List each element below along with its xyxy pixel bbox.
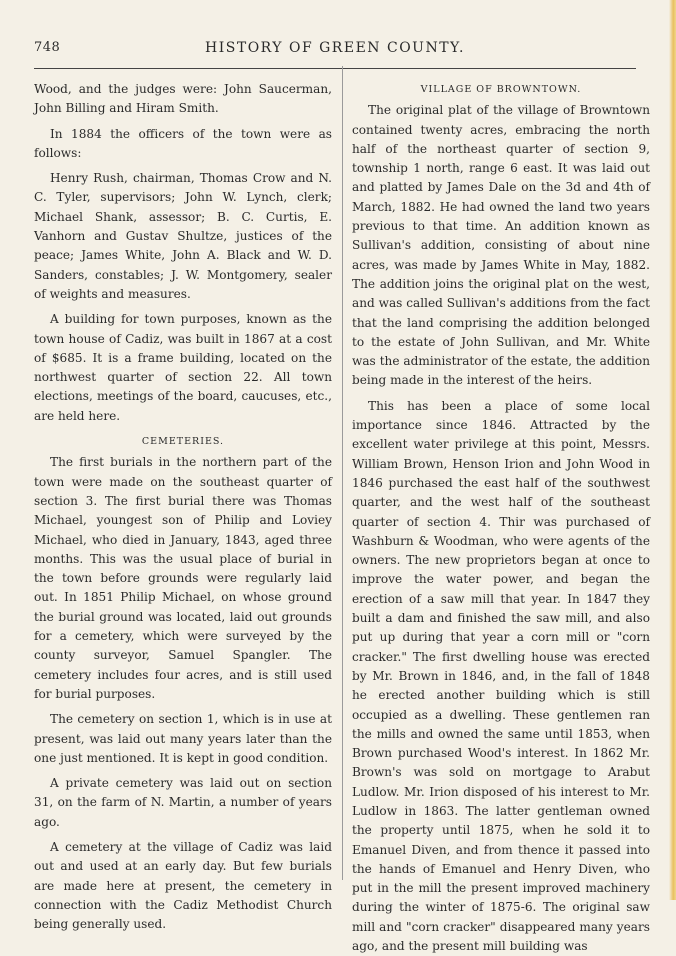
column-divider	[342, 66, 343, 880]
page-edge	[669, 0, 676, 900]
header-rule	[34, 68, 636, 69]
paragraph: The original plat of the village of Browntown contained twenty acres, embracing the north half of the northeast quarter of section 9, township 1 north, range 6 east. It was laid out and platted by James Dale on the 3d and 4th of March, 1882. He had owned the land two years previous to that time. An addition known as Sullivan's addition, consisting of about nine acres, was made by James White in May, 1882. The addition joins the original plat on the west, and was called Sullivan's additions from the fact that the land comprising the addition belonged to the estate of John Sullivan, and Mr. White was the administrator of the estate, the addition being made in the interest of the heirs.	[352, 103, 650, 388]
section-heading-browntown: VILLAGE OF BROWNTOWN.	[420, 84, 582, 95]
section-heading-cemeteries: CEMETERIES.	[141, 436, 225, 448]
right-column	[352, 80, 650, 954]
paragraph: Wood, and the judges were: John Saucerman, John Billing and Hiram Smith.	[34, 82, 332, 116]
paragraph: The cemetery on section 1, which is in use at present, was laid out many years later than the one just mentioned. It is kept in good condition.	[34, 712, 332, 765]
paragraph: Henry Rush, chairman, Thomas Crow and N. C. Tyler, supervisors; John W. Lynch, clerk; Michael Shank, assessor; B. C. Curtis, E. Vanhorn and Gustav Shultze, justices of the peace; James White, John A. Black and W. D. Sanders, constables; J. W. Montgomery, sealer of weights and measures.	[34, 171, 332, 301]
paragraph: The first burials in the northern part of the town were made on the southeast quarter of section 3. The first burial there was Thomas Michael, youngest son of Philip and Loviey Michael, who died in January, 1843, aged three months. This was the usual place of burial in the town before grounds were regularly laid out. In 1851 Philip Michael, on whose ground the burial ground was located, laid out grounds for a cemetery, which were surveyed by the county surveyor, Samuel Spangler. The cemetery includes four acres, and is still used for burial purposes.	[34, 455, 332, 701]
paragraph: A building for town purposes, known as the town house of Cadiz, was built in 1867 at a cost of $685. It is a frame building, located on the northwest quarter of section 22. All town elections, meetings of the board, caucuses, etc., are held here.	[34, 312, 332, 423]
paragraph: A private cemetery was laid out on section 31, on the farm of N. Martin, a number of years ago.	[34, 776, 332, 829]
page-header	[34, 40, 636, 60]
paragraph: In 1884 the officers of the town were as follows:	[34, 126, 332, 160]
running-head: HISTORY OF GREEN COUNTY.	[205, 40, 465, 56]
paragraph: This has been a place of some local importance since 1846. Attracted by the excellent water privilege at this point, Messrs. William Brown, Henson Irion and John Wood in 1846 purchased the east half of the southwest quarter, and the west half of the southeast quarter of section 4. Thir was purchased of Washburn & Woodman, who were agents of the owners. The new proprietors began at once to improve the water power, and began the erection of a saw mill that year. In 1847 they built a dam and finished the saw mill, and also put up during that year a corn mill or "corn cracker." The first dwelling house was erected by Mr. Brown in 1846, and, in the fall of 1848 he erected another building which is still occupied as a dwelling. These gentlemen ran the mills and owned the same until 1853, when Brown purchased Wood's interest. In 1862 Mr. Brown's was sold on mortgage to Arabut Ludlow. Mr. Irion disposed of his interest to Mr. Ludlow in 1863. The latter gentleman owned the property until 1875, when he sold it to Emanuel Diven, and from thence it passed into the hands of Emanuel and Henry Diven, who put in the mill the present improved machinery during the winter of 1875-6. The original saw mill and "corn cracker" disappeared many years ago, and the present mill building was	[352, 398, 650, 954]
paragraph: A cemetery at the village of Cadiz was laid out and used at an early day. But few burials are made here at present, the cemetery in connection with the Cadiz Methodist Church being generally used.	[34, 839, 332, 932]
left-column	[34, 80, 332, 932]
page-number: 748	[34, 40, 61, 55]
